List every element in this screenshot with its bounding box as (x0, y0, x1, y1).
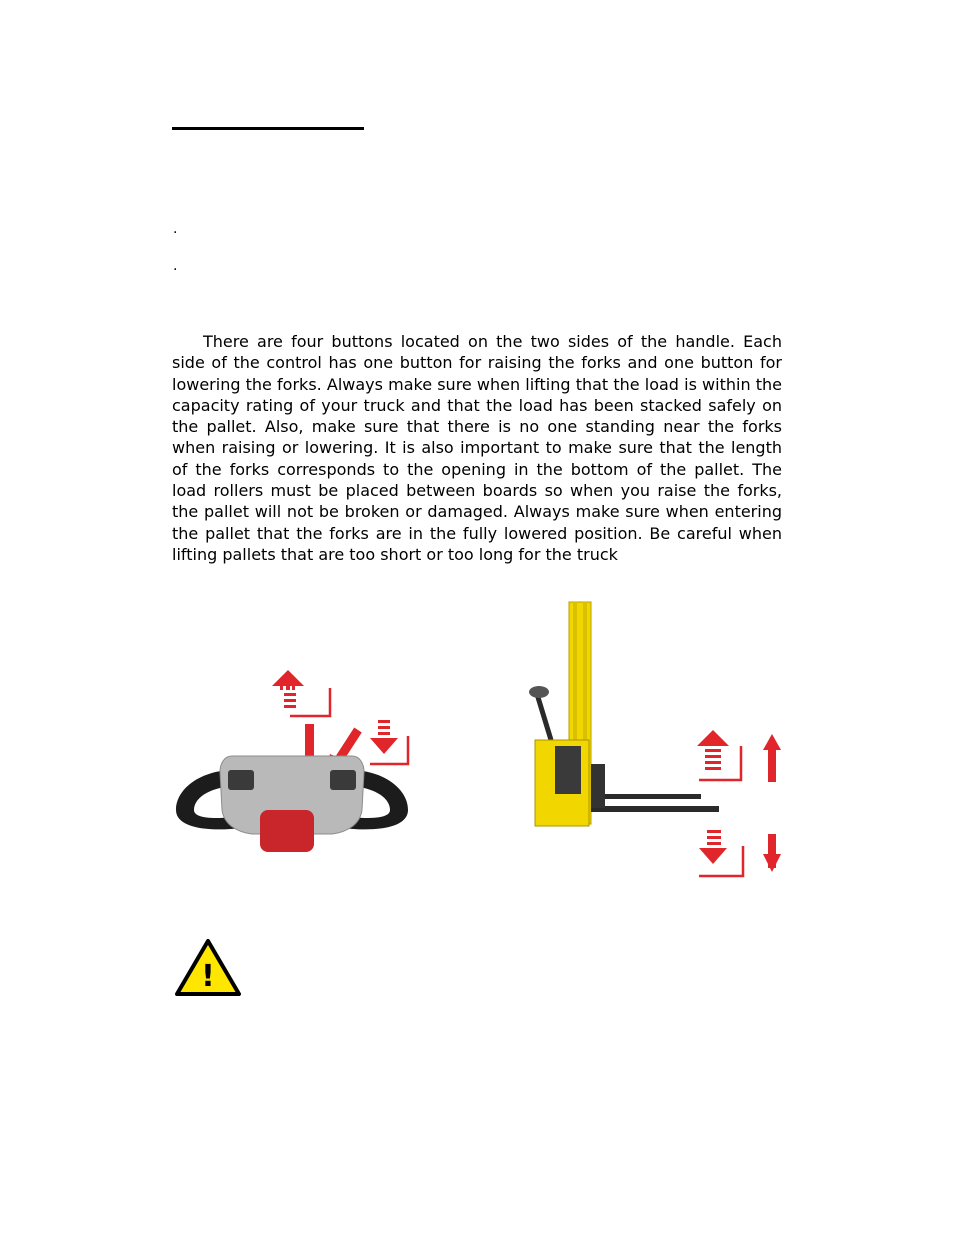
handle-figure (172, 660, 422, 860)
truck-figure (525, 598, 790, 883)
bullet-2: . (173, 258, 178, 274)
right-button-panel (330, 770, 356, 790)
lower-forks-icon (699, 830, 743, 876)
fork-upper (591, 794, 701, 799)
heading-underline (172, 127, 364, 130)
body-paragraph: There are four buttons located on the two sides of the handle. Each side of the control has one button for raising the forks and one button for lowering the forks. Always make sure when lifting that the load is within the capacity rating of your truck and that the load has been stacked safely on the pallet. Also, make sure that there is no one standing near the forks when raising or lowering. It is also important to make sure that the length of the forks corresponds to the opening in the bottom of the pallet. The load rollers must be placed between boards so when you raise the forks, the pallet will not be broken or damaged. Always make sure when entering the pallet that the forks are in the fully lowered position. Be careful when lifting pallets that are too short or too long for the truck (172, 332, 782, 564)
fork-lower (591, 806, 719, 812)
tiller-head (529, 686, 549, 698)
raise-forks-icon (697, 730, 741, 780)
emergency-button (260, 810, 314, 852)
up-arrow-icon (763, 734, 781, 782)
bullet-1: . (173, 221, 178, 237)
warning-symbol: ! (201, 959, 215, 994)
raise-forks-icon (272, 670, 330, 716)
warning-triangle-icon (174, 938, 242, 998)
lower-forks-icon (370, 720, 408, 764)
tiller-arm (537, 694, 551, 740)
down-arrow-icon (763, 834, 781, 872)
left-button-panel (228, 770, 254, 790)
